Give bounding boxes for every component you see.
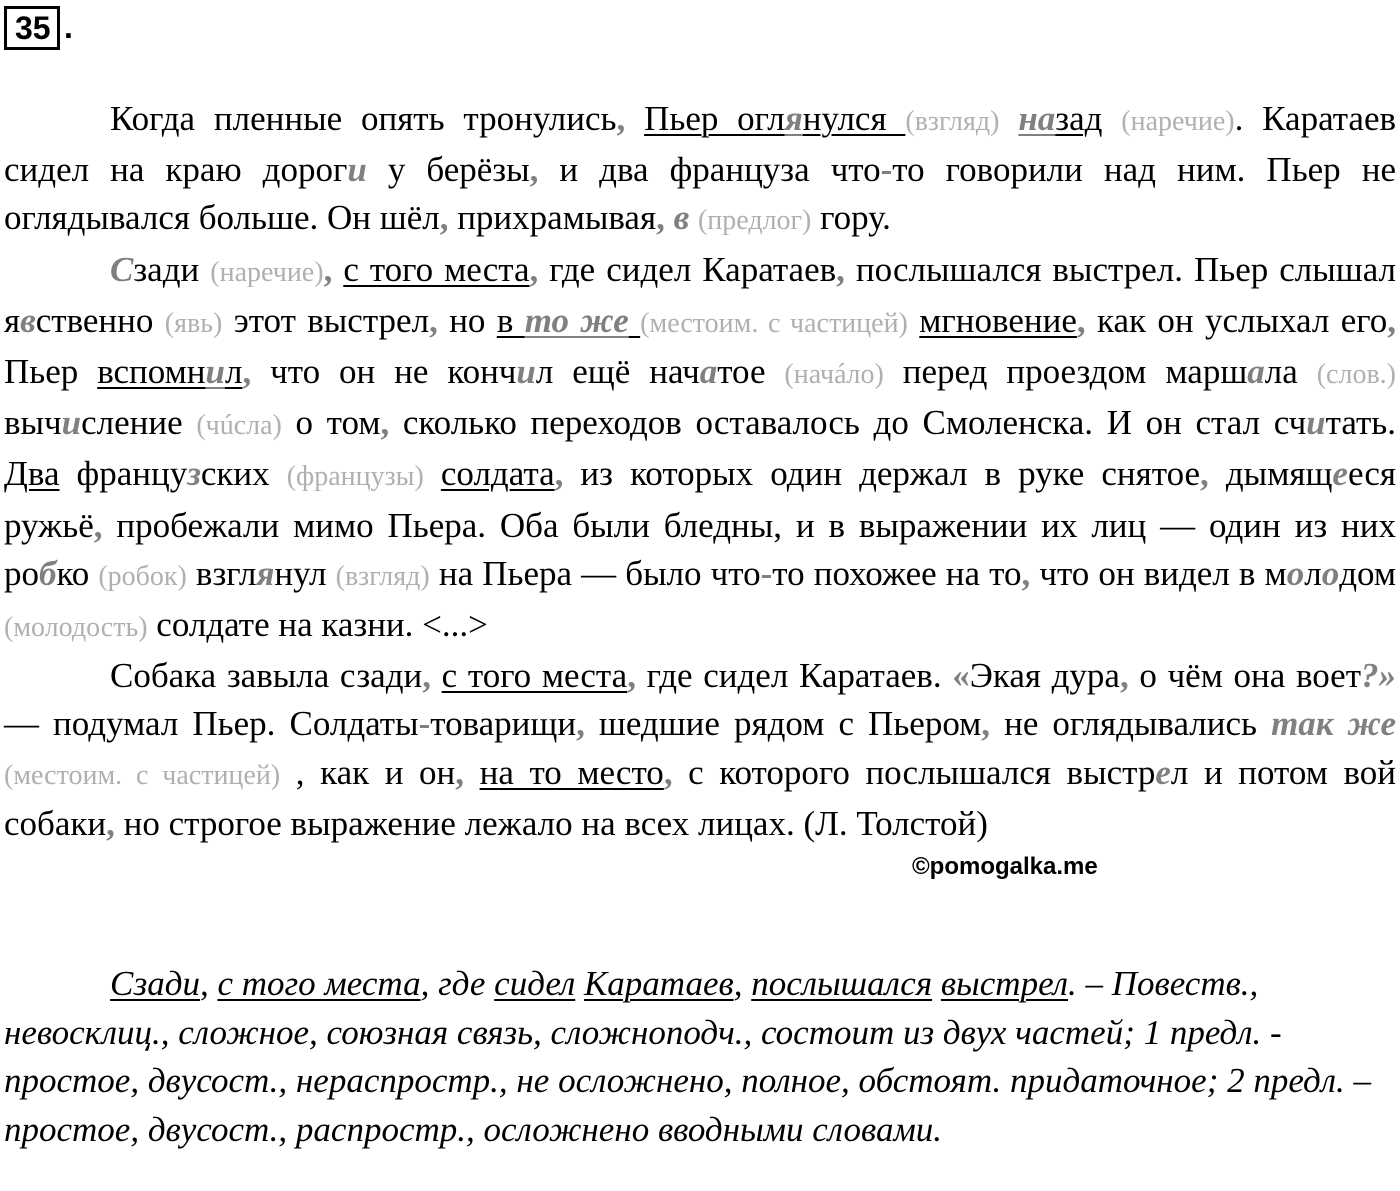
spelling-mark: и [516, 352, 536, 392]
text-run: о чём она воет [1128, 656, 1361, 696]
text-run: сление [81, 403, 197, 443]
punctuation-mark: , [529, 150, 539, 190]
text-run: ла [1264, 352, 1317, 392]
text-run: у берёзы [366, 150, 530, 190]
text-run: ских [200, 454, 287, 494]
text-run: нул [274, 553, 336, 593]
text-run: и два француза что [538, 150, 881, 190]
task-number-dot: . [64, 9, 73, 45]
punctuation-mark: , [422, 656, 431, 696]
etymology-note: (взгляд) [905, 106, 1000, 137]
underlined-spelling-mark: я [784, 99, 803, 138]
underlined-spelling-mark: на [1018, 99, 1056, 138]
underlined-word: зад [1055, 99, 1103, 138]
etymology-note: (наречие) [210, 256, 324, 288]
underlined-word: в [496, 300, 525, 340]
etymology-note: (местоим. с частицей) [4, 759, 281, 791]
text-run: Каратаев сидел на краю дорог [4, 99, 1397, 190]
punctuation-mark: - [880, 150, 893, 190]
underlined-word: с того места [343, 249, 530, 289]
spelling-mark: е [1332, 454, 1348, 494]
spelling-mark: в [20, 300, 36, 340]
analysis-paragraph [4, 960, 1396, 1154]
paragraph-2 [4, 246, 1396, 653]
text-run: с которого послышался выстр [672, 752, 1156, 792]
punctuation-mark: , [1387, 300, 1397, 340]
punctuation-mark: , [1076, 300, 1086, 340]
punctuation-mark: , [323, 249, 333, 289]
text-run: , [733, 964, 752, 1003]
text-run: Когда пленные опять тронулись [110, 99, 617, 138]
text-run [464, 753, 480, 792]
text-run: не оглядывались [990, 704, 1272, 744]
spelling-mark: и [347, 150, 367, 190]
text-run: зади [133, 249, 211, 289]
underlined-word: Пьер огл [644, 99, 785, 138]
punctuation-mark: , [380, 403, 390, 443]
text-run: послышался выстрел. Пьер слышал я [4, 249, 1397, 340]
text-run: на Пьера — было что [429, 553, 761, 593]
text-run: как он услыхал его [1085, 300, 1388, 340]
underlined-word: с того места [217, 964, 421, 1003]
text-run: тать. [1325, 403, 1396, 443]
punctuation-mark: - [760, 553, 773, 593]
text-run [999, 99, 1018, 138]
etymology-note: (робок) [98, 560, 187, 592]
text-run: из которых один держал в руке снятое [563, 454, 1201, 494]
text-run [665, 198, 674, 237]
text-run: что он видел в м [1030, 553, 1287, 593]
text-run [1102, 99, 1121, 138]
spelling-mark: б [39, 553, 57, 593]
sentence-analysis [4, 960, 1396, 1154]
text-run: ственно [35, 300, 165, 340]
text-run: , [199, 964, 218, 1003]
text-run: шедшие рядом с Пьером [584, 704, 982, 744]
text-run [424, 454, 441, 493]
spelling-mark: и [61, 403, 82, 443]
text-run [689, 198, 698, 237]
spelling-mark: а [1247, 352, 1265, 392]
text-run: . [1234, 99, 1244, 138]
etymology-note: (местоим. с частицей) [640, 307, 908, 339]
underlined-word [629, 301, 640, 340]
underlined-word: нулся [802, 99, 906, 138]
underlined-word: сидел [494, 964, 576, 1003]
text-run: дом [1339, 553, 1396, 593]
text-run: ко [56, 553, 99, 593]
text-run: перед проездом марш [883, 352, 1248, 392]
etymology-note: (французы) [286, 461, 424, 493]
text-run: где сидел Каратаев. [635, 656, 953, 696]
spelling-mark: е [1155, 752, 1171, 792]
text-run [908, 301, 919, 340]
text-run: Экая дура [969, 656, 1120, 696]
text-run: л и потом вой собаки [4, 752, 1396, 843]
text-run: еся ружьё [4, 454, 1396, 545]
spelling-mark: в [673, 198, 690, 238]
punctuation-mark: , [627, 656, 636, 696]
etymology-note: (предлог) [697, 205, 812, 237]
text-run: товарищи [430, 704, 577, 744]
paragraph-3 [4, 652, 1396, 848]
underlined-word: Сзади [110, 964, 200, 1003]
underlined-word: послышался [751, 964, 933, 1003]
underlined-word: выстрел [940, 964, 1068, 1003]
punctuation-mark: , [1119, 656, 1129, 696]
punctuation-mark: , [1021, 553, 1031, 593]
punctuation-mark: , [656, 198, 665, 238]
text-run: тое [717, 352, 785, 392]
text-run: сколько переходов оставалось до Смоленска. И он стал сч [389, 403, 1307, 443]
punctuation-mark: , [576, 704, 585, 744]
text-run: что он не конч [251, 352, 517, 392]
punctuation-mark: , [106, 803, 115, 843]
text-run: где сидел Каратаев [538, 249, 837, 289]
punctuation-mark: , [836, 249, 845, 289]
text-run [932, 964, 941, 1003]
text-run: этот выстрел [222, 300, 430, 340]
text-run: гору. [811, 198, 891, 238]
spelling-mark: я [256, 553, 275, 593]
spelling-mark: о [1286, 553, 1305, 593]
etymology-note: (наречие) [1121, 106, 1235, 137]
text-run: солдате на казни. <...> [147, 605, 488, 645]
etymology-note: (начáло) [784, 359, 884, 391]
text-run [431, 656, 442, 695]
punctuation-mark: , [242, 352, 252, 392]
spelling-mark: ?» [1361, 656, 1396, 696]
punctuation-mark: , [455, 752, 464, 792]
task-number [4, 6, 60, 50]
underlined-word: солдата [440, 454, 555, 494]
text-run: прихрамывая [448, 198, 657, 238]
text-run: выч [4, 403, 62, 443]
underlined-word: на то место [479, 752, 664, 792]
watermark: ©pomogalka.me [912, 853, 1098, 880]
punctuation-mark: , [93, 505, 103, 545]
spelling-mark: о [1321, 553, 1340, 593]
text-run: Собака завыла сзади [110, 656, 423, 696]
text-run [625, 99, 644, 138]
underlined-spelling-mark: и [205, 352, 225, 392]
spelling-mark: так же [1271, 704, 1396, 744]
spelling-mark: и [1306, 403, 1326, 443]
etymology-note: (молодость) [4, 612, 148, 644]
punctuation-mark: , [554, 454, 564, 494]
text-run [575, 964, 584, 1003]
text-run: — подумал Пьер. Солдаты [4, 704, 419, 744]
text-run: пробежали мимо Пьера. Оба были бледны, и в выражении их лиц — один из них ро [4, 505, 1396, 593]
punctuation-mark: , [529, 249, 539, 289]
spelling-mark: С [110, 249, 134, 289]
underlined-word: Два [4, 454, 60, 494]
main-text [4, 95, 1396, 848]
text-run: , где [420, 964, 495, 1003]
spelling-mark: а [699, 352, 718, 392]
task-number-text: 35 [15, 10, 51, 46]
etymology-note: (взгляд) [335, 560, 430, 592]
text-run: но строгое выражение лежало на всех лицах. (Л. Толстой) [114, 803, 988, 843]
punctuation-mark: , [616, 99, 626, 138]
etymology-note: (слов.) [1316, 359, 1396, 391]
text-run: но [437, 300, 497, 340]
text-run: л ещё нач [535, 352, 700, 392]
text-run: то похожее на то [772, 553, 1022, 593]
paragraph-1 [4, 95, 1396, 246]
punctuation-mark: , [429, 300, 438, 340]
text-run: л [1304, 553, 1322, 593]
etymology-note: (чúсла) [196, 410, 282, 442]
text-run: то говорили над ним. Пьер не оглядывался больше. Он шёл [4, 150, 1396, 238]
text-run: , как и он [280, 752, 456, 792]
underlined-word: с того места [441, 656, 628, 696]
text-run: дымящ [1208, 454, 1333, 494]
text-run: . – Повеств., невосклиц., сложное, союзная связь, сложноподч., состоит из двух частей; 1 предл. - простое, двусост., нераспростр., не осложнено, полное, обстоят. придаточное; 2 предл. – простое, двусост., распростр., осложнено вводными словами. [4, 964, 1371, 1149]
etymology-note: (явь) [164, 307, 223, 339]
text-run: взгл [186, 553, 257, 593]
underlined-word: вспомн [97, 352, 206, 392]
punctuation-mark: , [981, 704, 991, 744]
text-run [332, 250, 343, 289]
spelling-mark: з [187, 454, 201, 494]
underlined-word: Каратаев [584, 964, 734, 1003]
punctuation-mark: , [1200, 454, 1209, 494]
underlined-word: мгновение [919, 300, 1077, 340]
punctuation-mark: , [663, 752, 673, 792]
punctuation-mark: - [418, 704, 431, 744]
text-run: о том [281, 403, 381, 443]
underlined-word: л [224, 352, 243, 392]
text-run: Пьер [4, 352, 98, 392]
punctuation-mark: « [952, 656, 970, 696]
underlined-spelling-mark: то же [524, 300, 629, 340]
punctuation-mark: , [439, 198, 449, 238]
text-run: францу [59, 454, 188, 494]
